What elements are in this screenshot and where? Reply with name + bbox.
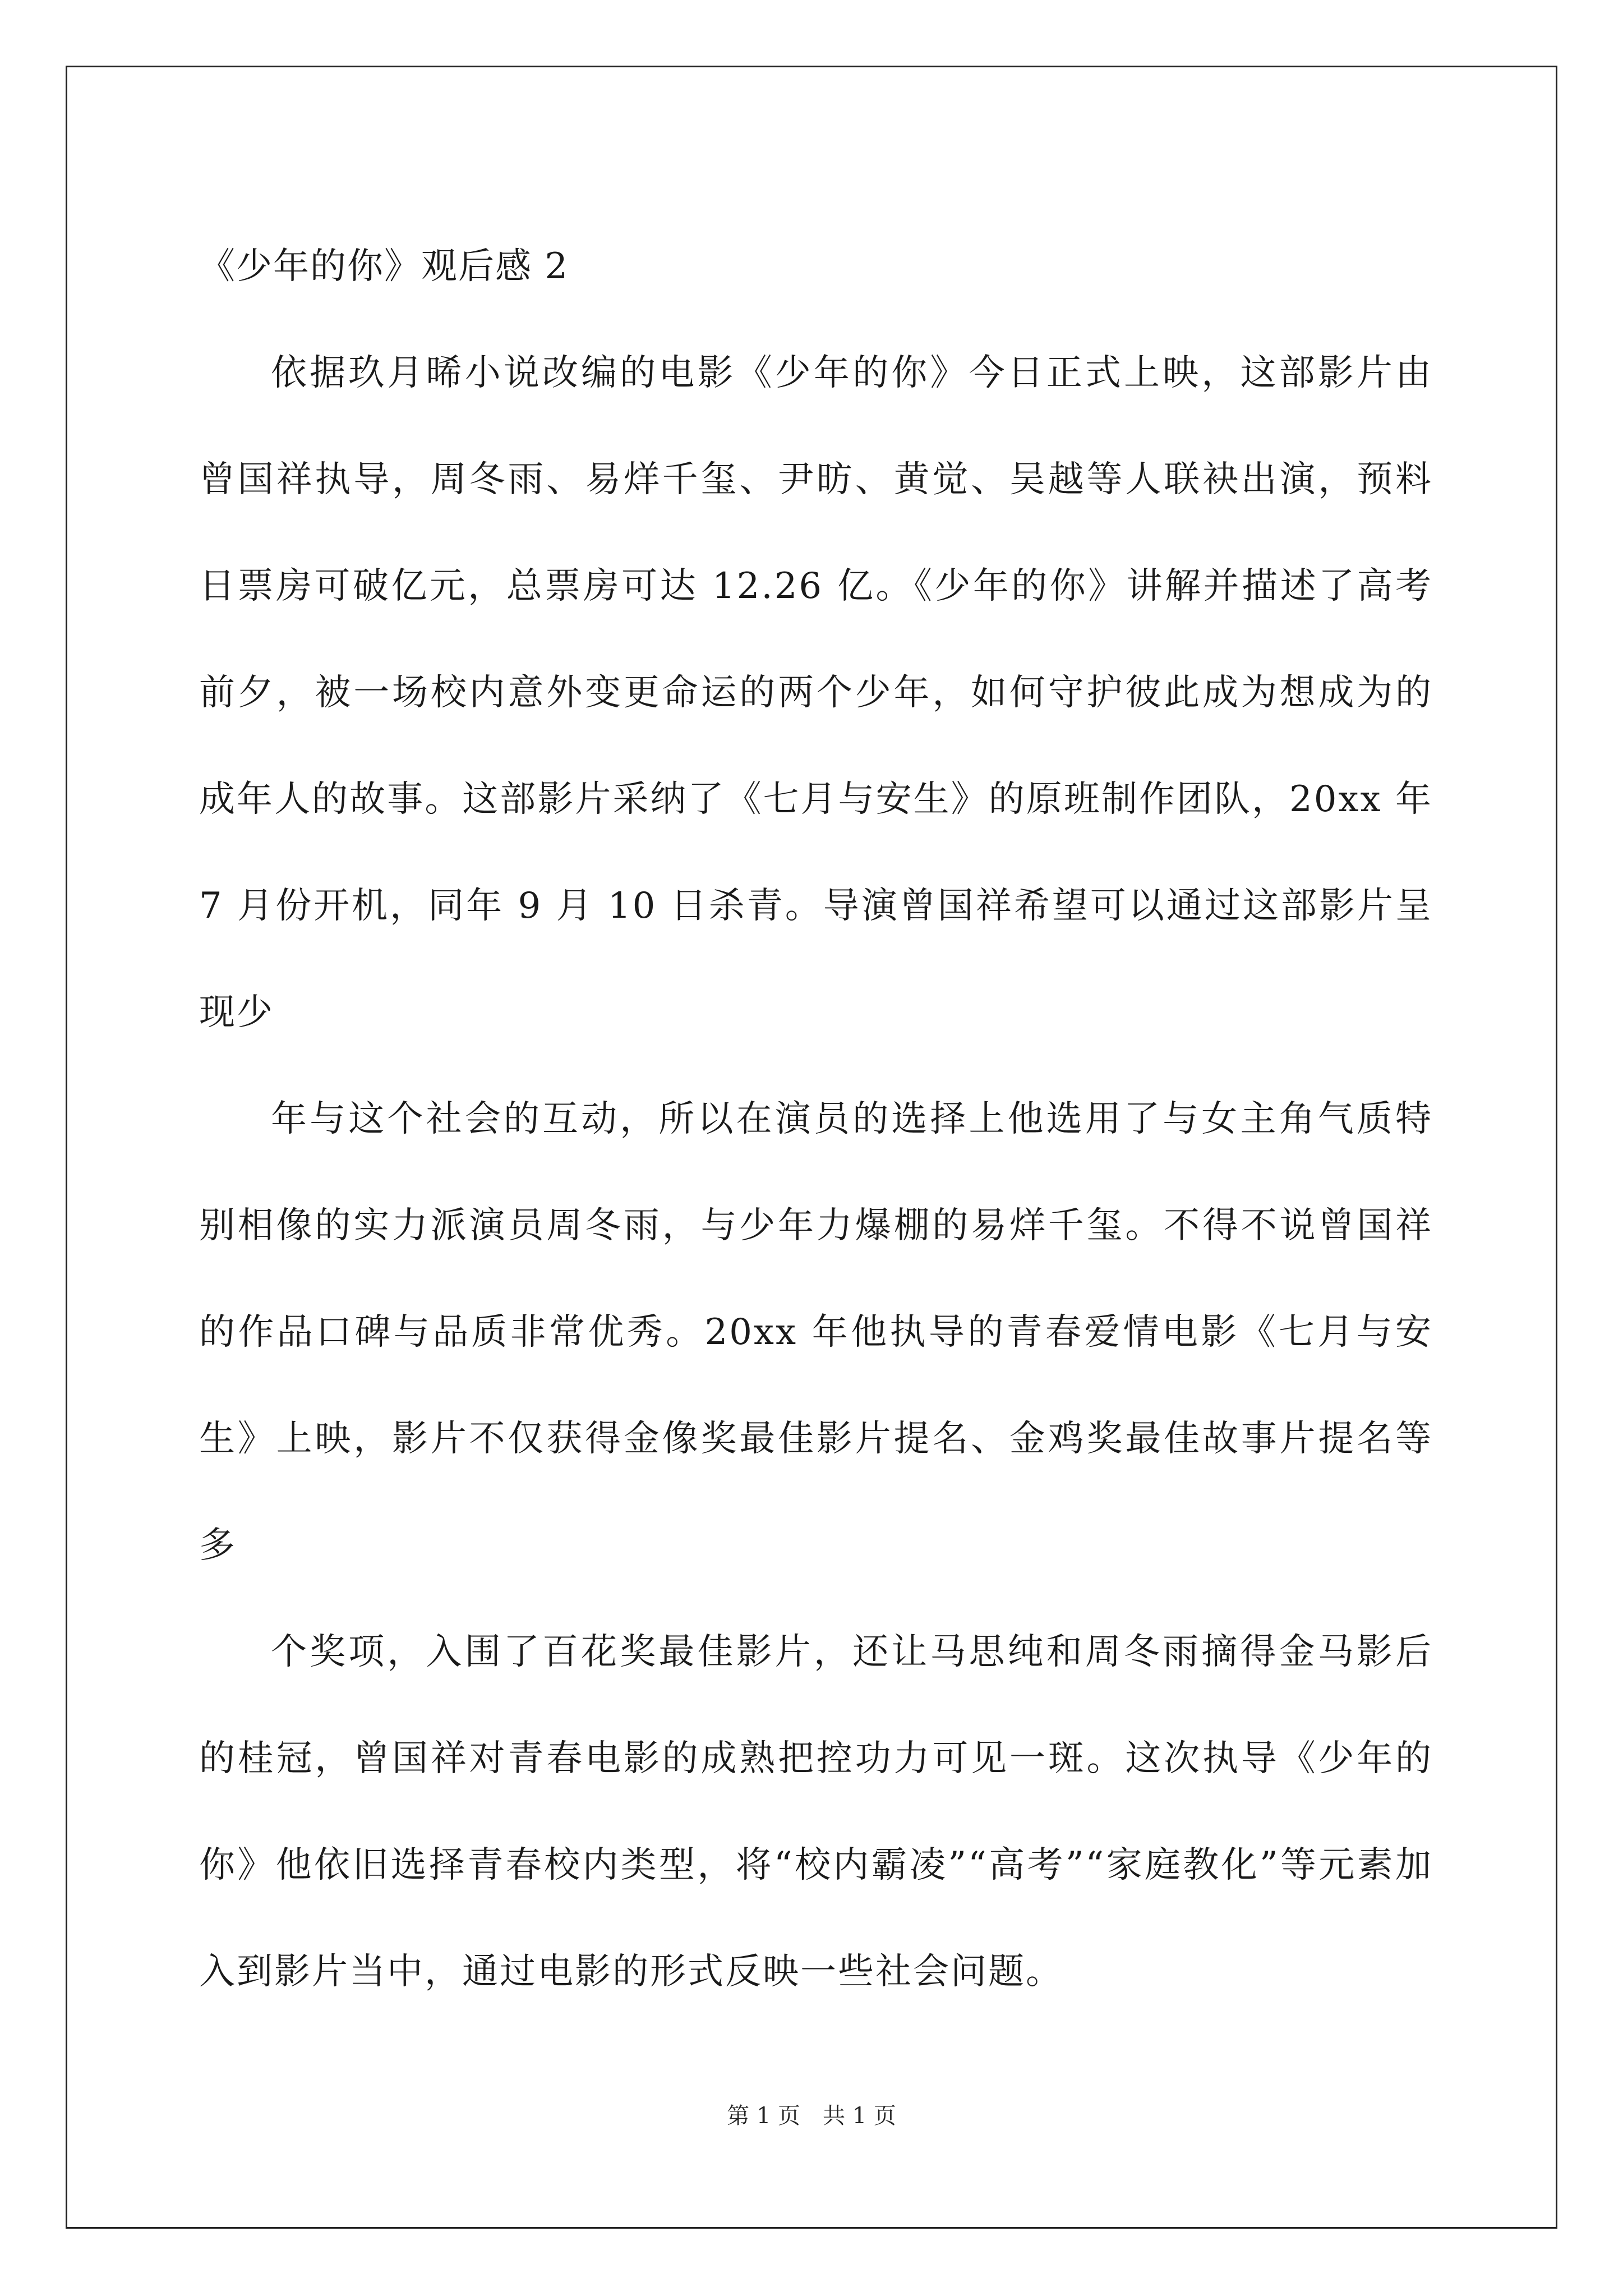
document-body: [199, 213, 1433, 2025]
document-title: 《少年的你》观后感 2: [199, 246, 569, 287]
paragraph-3: 个奖项，入围了百花奖最佳影片，还让马思纯和周冬雨摘得金马影后的桂冠，曾国祥对青春电影的成熟把控功力可见一斑。这次执导《少年的你》他依旧选择青春校内类型，将“校内霸凌”“高考”“家庭教化”等元素加入到影片当中，通过电影的形式反映一些社会问题。: [199, 1631, 1433, 1993]
page-footer: [0, 2098, 1623, 2130]
paragraph-2: 年与这个社会的互动，所以在演员的选择上他选用了与女主角气质特别相像的实力派演员周冬雨，与少年力爆棚的易烊千玺。不得不说曾国祥的作品口碑与品质非常优秀。20xx 年他执导的青春爱情电影《七月与安生》上映，影片不仅获得金像奖最佳影片提名、金鸡奖最佳故事片提名等多: [199, 1098, 1433, 1566]
paragraph-1: 依据玖月晞小说改编的电影《少年的你》今日正式上映，这部影片由曾国祥执导，周冬雨、易烊千玺、尹昉、黄觉、吴越等人联袂出演，预料日票房可破亿元，总票房可达 12.26 亿。《少年的你》讲解并描述了高考前夕，被一场校内意外变更命运的两个少年，如何守护彼此成为想成为的成年人的故事。这部影片采纳了《七月与安生》的原班制作团队，20xx 年 7 月份开机，同年 9 月 10 日杀青。导演曾国祥希望可以通过这部影片呈现少: [199, 352, 1433, 1033]
page-number: 第 1 页: [727, 2103, 800, 2129]
page-total: 共 1 页: [823, 2103, 896, 2129]
